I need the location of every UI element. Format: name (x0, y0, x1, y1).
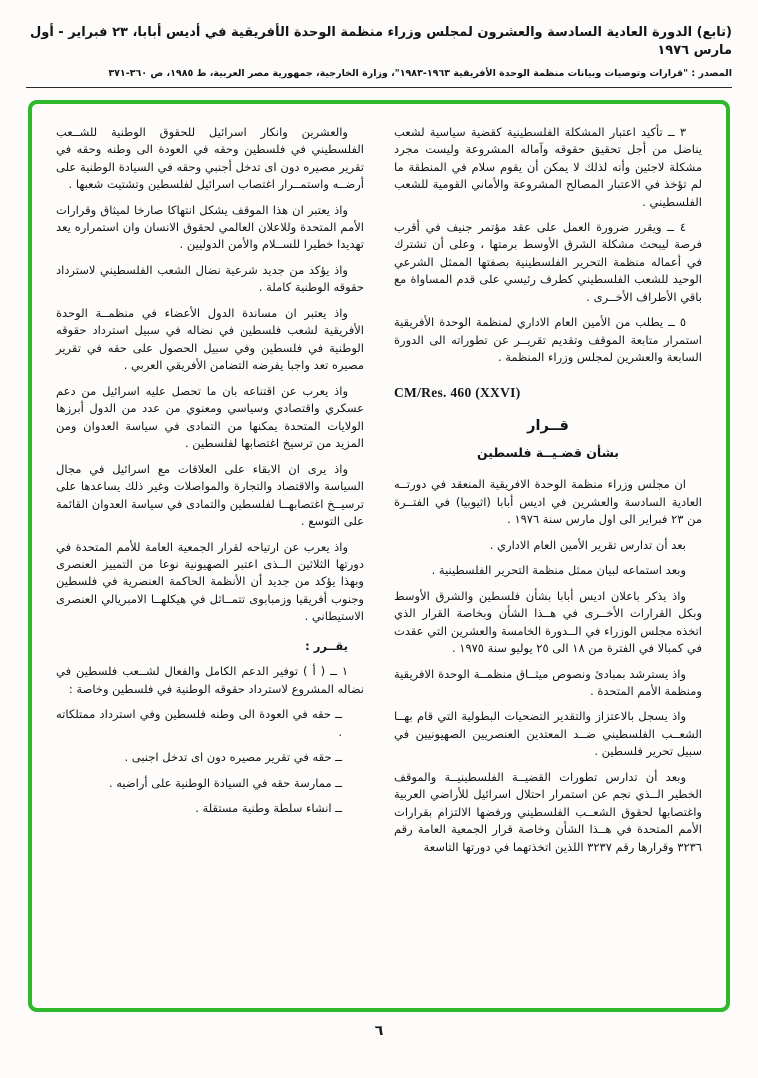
decision-dash-item: ــ حقه في العودة الى وطنه فلسطين وفي استرداد ممتلكاته . (56, 707, 342, 739)
page-header (0, 0, 758, 88)
decision-title: قــرار (527, 418, 569, 435)
body-paragraph: واذ يعتبر ان مساندة الدول الأعضاء في منظمــة الوحدة الأفريقية لشعب فلسطين في نضاله في سبيل استرداد حقوقه الوطنية في فلسطين وفي سبيل الحصول على حقه في تقرير مصيره تعد واجبا يفرضه التضامن الأفريقي العربي . (56, 305, 364, 373)
page-footer (0, 1020, 758, 1039)
preamble-paragraph: واذ يسجل بالاعتزاز والتقدير التضحيات البطولية التي قام بهــا الشعــب الفلسطيني ضــد المعتدين العنصريين الصهيونيين في سبيل تحرير فلسطين . (394, 709, 702, 759)
body-paragraph: واذ يرى ان الابقاء على العلاقات مع اسرائيل في مجال السياسة والاقتصاد والتجارة والمواصلات وغير ذلك يساعدها على ترسيــخ اغتصابهــا لفلسطين والتمادى في سياسة العدوان القائمة على التوسع . (56, 461, 364, 529)
numbered-item-5: ٥ ــ يطلب من الأمين العام الاداري لمنظمة الوحدة الأفريقية استمرار متابعة الموقف وتقديم تقريــر عن تطوراته الى الدورة السابعة والعشرين لمجلس وزراء المنظمة . (394, 315, 702, 365)
preamble-paragraph: واذ يسترشد بمبادئ ونصوص ميثــاق منظمــة الوحدة الافريقية ومنظمة الأمم المتحدة . (394, 666, 702, 698)
content-frame (28, 100, 730, 1012)
preamble-paragraph: وبعد استماعه لبيان ممثل منظمة التحرير الفلسطينية . (431, 563, 686, 578)
body-paragraph: واذ يعتبر ان هذا الموقف يشكل انتهاكا صارخا لميثاق وقرارات الأمم المتحدة وللاعلان العالمي لحقوق الانسان وان استمراره يعد تهديدا خطيرا للســلام والأمن الدوليين . (56, 202, 364, 252)
page-number: ٦ (374, 1022, 384, 1039)
decision-subtitle: بشأن قضـيــة فلسطين (476, 445, 620, 461)
body-paragraph: والعشرين وانكار اسرائيل للحقوق الوطنية للشــعب الفلسطيني في فلسطين وحقه في العودة الى وطنه وحقه في تقرير مصيره دون اى تدخل أجنبي وحقه في السيادة الوطنية على أرضــه واستمــرار اغتصاب اسرائيل لفلسطين وتشتيت شعبها . (56, 124, 364, 192)
body-paragraph: واذ يعرب عن ارتياحه لقرار الجمعية العامة للأمم المتحدة في دورتها الثلاثين الــذى اعتبر الصهيونية نوعا من التمييز العنصرى وبهذا يؤكد من جديد أن الأنظمة الحاكمة العنصرية في فلسطين وجنوب أفريقيا وزمبابوى تتمــاثل في هيكلهــا الامبريالي العنصرى الاستيطاني . (56, 539, 364, 624)
numbered-item-4: ٤ ــ ويقرر ضرورة العمل على عقد مؤتمر جنيف في أقرب فرصة ليبحث مشكلة الشرق الأوسط برمتها ، وعلى أن تشترك في أعماله منظمة التحرير الفلسطينية بصفتها الممثل الشرعي الوحيد للشعب الفلسطيني كطرف رئيسي على قدم المساواة مع باقي الأطراف الأخــرى . (394, 220, 702, 304)
decides-label: يقــرر : (305, 638, 348, 653)
preamble-paragraph: واذ يذكر باعلان اديس أبابا بشأن فلسطين والشرق الأوسط وبكل القرارات الأخــرى في هــذا الشأن وبخاصة القرار الذي اتخذه مجلس الوزراء في الــدورة الخامسة والعشرين التي عقدت في كمبالا في الفترة من ١٨ الى ٢٥ يوليو سنة ١٩٧٥ . (394, 588, 702, 656)
decision-dash-item: ــ حقه في تقرير مصيره دون اى تدخل اجنبى . (124, 750, 342, 765)
preamble-paragraph: ان مجلس وزراء منظمة الوحدة الافريقية المنعقد في دورتــه العادية السادسة والعشرين في اديس أبابا (اثيوبيا) في الفتــرة من ٢٣ فبراير الى اول مارس سنة ١٩٧٦ . (394, 477, 702, 527)
decision-dash-item: ــ انشاء سلطة وطنية مستقلة . (195, 801, 342, 816)
body-paragraph: واذ يعرب عن اقتناعه بان ما تحصل عليه اسرائيل من دعم عسكري واقتصادي وسياسي ومعنوي من عدد من الدول أبرزها الولايات المتحدة يمكنها من التمادى في سياسة العدوان ومن المزيد من ترسيخ اغتصابها لفلسطين . (56, 383, 364, 451)
decision-intro: ١ ــ ( أ ) توفير الدعم الكامل والفعال لشــعب فلسطين في نضاله المشروع لاسترداد حقوقه الوطنية في فلسطين وخاصة : (56, 664, 364, 696)
left-column (56, 124, 364, 992)
right-column (394, 124, 702, 992)
session-title: (تابع) الدورة العادية السادسة والعشرون لمجلس وزراء منظمة الوحدة الأفريقية في أديس أبابا، ٢٣ فبراير - أول مارس ١٩٧٦ (29, 25, 732, 59)
numbered-item-3: ٣ ــ تأكيد اعتبار المشكلة الفلسطينية كقضية سياسية لشعب يناضل من أجل تحقيق حقوقه وآماله المشروعة وليست مجرد مشكلة لاجئين وأنه لذلك لا يمكن أن يقوم سلام في المنطقة ما لم تؤخذ في الاعتبار المصالح المشروعة والأماني القومية للشعب الفلسطيني . (394, 124, 702, 209)
preamble-paragraph: وبعد أن تدارس تطورات القضيــة الفلسطينيــة والموقف الخطير الــذي نجم عن استمرار احتلال اسرائيل للأراضي العربية واغتصابها لحقوق الشعــب الفلسطيني ورفضها الالتزام بقرارات الأمم المتحدة في هــذا الشأن وخاصة قرار الجمعية العامة رقم ٣٢٣٦ وقرارها رقم ٣٢٣٧ اللذين اتخذتهما في دورتها التاسعة (394, 769, 702, 854)
two-column-layout (56, 124, 702, 992)
source-citation: المصدر : "قرارات وتوصيات وبيانات منظمة الوحدة الأفريقية ١٩٦٣-١٩٨٣"، وزارة الخارجية، جمهورية مصر العربية، ط ١٩٨٥، ص ٣٦٠-٣٧١ (26, 67, 732, 87)
body-paragraph: واذ يؤكد من جديد شرعية نضال الشعب الفلسطيني لاسترداد حقوقه الوطنية كاملة . (56, 262, 364, 295)
preamble-paragraph: بعد أن تدارس تقرير الأمين العام الاداري . (489, 537, 686, 552)
decision-dash-item: ــ ممارسة حقه في السيادة الوطنية على أراضيه . (108, 775, 342, 790)
resolution-reference: CM/Res. 460 (XXVI) (394, 384, 521, 400)
